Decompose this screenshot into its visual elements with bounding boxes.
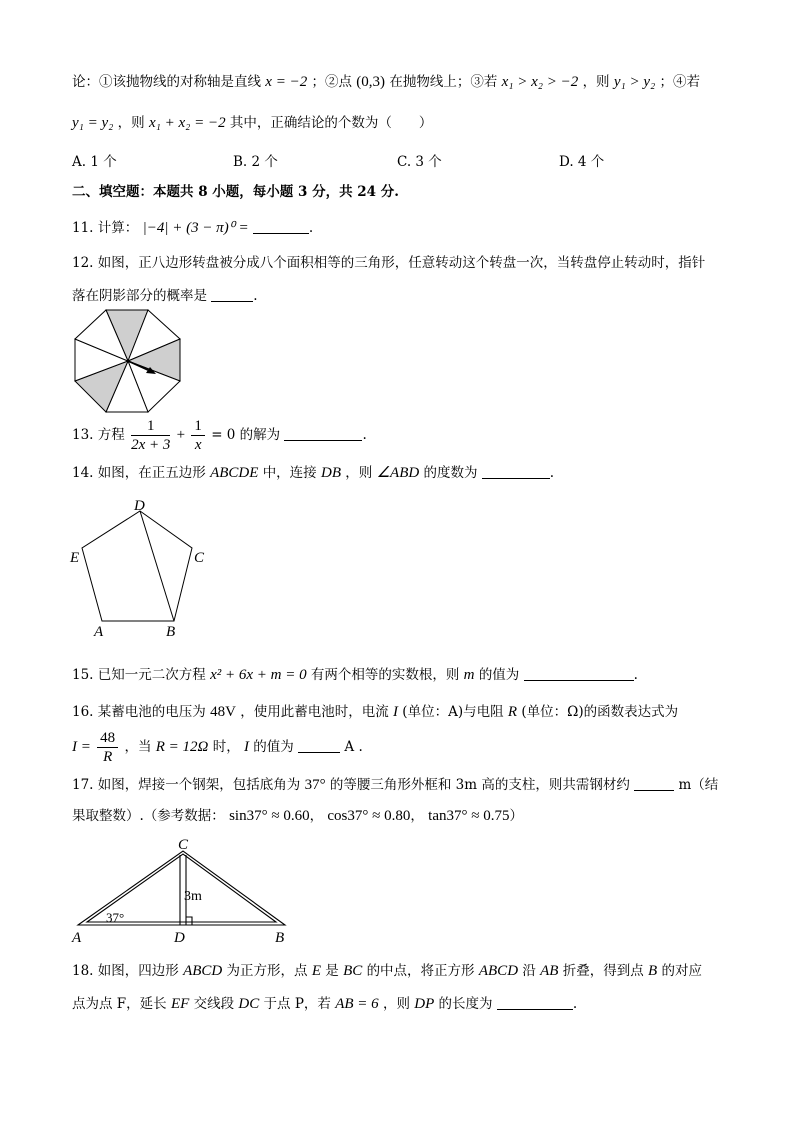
q18-text: 为正方形，点 <box>226 963 308 979</box>
q17-text: 17. 如图，焊接一个钢架，包括底角为 <box>72 777 301 793</box>
q10-ineq2: y₁ > y₂ <box>613 74 656 90</box>
q13-denominator-2: x <box>194 437 202 453</box>
q18-line1 <box>72 961 702 981</box>
q13-period: . <box>362 427 367 443</box>
q18-seg-ef: EF <box>170 996 190 1012</box>
q11-answer-blank[interactable] <box>253 219 309 234</box>
q14-text: ，则 <box>345 465 373 481</box>
q14-text: 14. 如图，在正五边形 <box>72 465 206 481</box>
q15-period: . <box>633 667 638 683</box>
q10-ineq: x₁ > x₂ > −2 <box>501 74 579 90</box>
q17-line2 <box>72 806 523 826</box>
q13-text-2: = 0 的解为 <box>211 427 281 443</box>
q14-text: 的度数为 <box>423 465 478 481</box>
q16-fraction <box>97 729 118 766</box>
q18-seg-ab: AB <box>540 963 559 979</box>
label-b: B <box>166 624 176 640</box>
q18-square: ABCD <box>478 963 519 979</box>
q16-condition: R = 12Ω <box>155 739 209 755</box>
q16-var-i: I <box>393 704 398 720</box>
q18-answer-blank[interactable] <box>497 995 573 1010</box>
q10-text: 论：①该抛物线的对称轴是直线 <box>72 74 261 90</box>
q10-option-a: A. 1 个 <box>72 154 117 170</box>
q13 <box>72 415 367 455</box>
q12-line1: 12. 如图，正八边形转盘被分成八个面积相等的三角形，任意转动这个转盘一次，当转盘停止转动时，指针 <box>72 255 706 271</box>
q10-eq: y₁ = y₂ <box>72 115 114 131</box>
q10-option-c: C. 3 个 <box>397 154 442 170</box>
q16-period: . <box>358 739 363 755</box>
q11-number: 11. <box>72 220 94 236</box>
pentagon-outline <box>82 511 192 621</box>
q10-text: ；④若 <box>659 74 701 90</box>
q15-var-m: m <box>463 667 475 683</box>
q16-line2 <box>72 727 363 767</box>
q18-text: 的长度为 <box>438 996 493 1012</box>
label-a: A <box>72 930 82 946</box>
q13-numerator-1: 1 <box>131 417 170 436</box>
q16-unit: A <box>344 739 355 755</box>
q17-text: 的等腰三角形外框和 3m 高的支柱，则共需钢材约 <box>329 777 630 793</box>
q13-fraction-2 <box>191 417 205 454</box>
q10-option-d: D. 4 个 <box>559 154 605 170</box>
q10-text: 在抛物线上；③若 <box>389 74 498 90</box>
q18-line2 <box>72 994 577 1014</box>
q12-text: 落在阴影部分的概率是 <box>72 288 207 304</box>
q14-text: 中，连接 <box>262 465 317 481</box>
q18-text: 折叠，得到点 <box>562 963 644 979</box>
q13-denominator-1: 2x + 3 <box>131 437 171 453</box>
q11-period: . <box>308 220 314 236</box>
q16-var-r: R <box>507 704 518 720</box>
q15-equation: x² + 6x + m = 0 <box>210 667 307 683</box>
q14-period: . <box>549 465 555 481</box>
q17-close: ） <box>509 808 523 824</box>
label-a: A <box>94 624 104 640</box>
q15-text: 有两个相等的实数根，则 <box>310 667 460 683</box>
q17-line1 <box>72 775 718 795</box>
q10-text: ；②点 <box>311 74 352 90</box>
q17-text: 果取整数）.（参考数据： <box>72 808 225 824</box>
q13-plus: + <box>176 427 186 443</box>
q18-point-b: B <box>648 963 658 979</box>
q16-numerator: 48 <box>97 729 118 748</box>
label-d: D <box>174 930 185 946</box>
q16-text: 的值为 <box>253 739 294 755</box>
q10-eq2: x₁ + x₂ = −2 <box>148 115 226 131</box>
q11-expression: |−4| + (3 − π)⁰ = <box>142 220 249 236</box>
q13-fraction-1 <box>131 417 170 454</box>
q16-text: ，使用此蓄电池时，电流 <box>240 704 389 720</box>
q10-text: 其中，正确结论的个数为（ ） <box>229 115 433 131</box>
q10-line2 <box>72 113 432 133</box>
q18-text: 18. 如图，四边形 <box>72 963 179 979</box>
q17-text: m（结 <box>678 777 719 793</box>
pentagon-figure <box>66 495 216 645</box>
q15-answer-blank[interactable] <box>524 666 634 681</box>
q18-square: ABCD <box>183 963 223 979</box>
q17-degree: 37° <box>304 777 326 793</box>
q13-numerator-2: 1 <box>191 417 205 436</box>
q17-sep: ， <box>410 808 424 824</box>
label-angle: 37° <box>106 910 125 925</box>
label-height: 3m <box>184 889 202 904</box>
q18-text: 交线段 <box>193 996 235 1012</box>
q15-text: 的值为 <box>478 667 520 683</box>
q10-text: ，则 <box>117 115 145 131</box>
right-angle-mark <box>186 917 192 925</box>
q16-var-i: I <box>244 739 249 755</box>
q18-text: 的对应 <box>661 963 703 979</box>
q13-text: 13. 方程 <box>72 427 125 443</box>
q16-voltage: 48V <box>210 704 236 720</box>
q14-answer-blank[interactable] <box>482 464 550 479</box>
q18-text: 是 <box>325 963 339 979</box>
q12-answer-blank[interactable] <box>211 287 253 302</box>
q15 <box>72 665 638 685</box>
q18-text: 沿 <box>522 963 536 979</box>
q10-text: ，则 <box>582 74 610 90</box>
q12-period: . <box>253 288 258 304</box>
q17-answer-blank[interactable] <box>634 776 674 791</box>
q14-pentagon-name: ABCDE <box>210 465 259 481</box>
q18-point-e: E <box>311 963 321 979</box>
q18-text: 点为点 F，延长 <box>72 996 167 1012</box>
q16-text: 时， <box>212 739 240 755</box>
label-b: B <box>275 930 285 946</box>
q11 <box>72 218 313 238</box>
steel-frame-figure <box>66 836 296 948</box>
label-d: D <box>134 498 145 514</box>
q17-sep: ， <box>309 808 324 824</box>
q18-condition: AB = 6 <box>335 996 379 1012</box>
q15-text: 15. 已知一元二次方程 <box>72 667 206 683</box>
q17-ref-sin: sin37° ≈ 0.60 <box>229 808 310 824</box>
q16-text: 16. 某蓄电池的电压为 <box>72 704 206 720</box>
octagon-spinner-figure <box>70 309 186 415</box>
label-e: E <box>70 550 80 566</box>
section-heading: 二、填空题：本题共 8 小题，每小题 3 分，共 24 分. <box>72 184 399 200</box>
q16-denominator: R <box>103 749 113 765</box>
q14-angle: ∠ABD <box>376 465 420 481</box>
q10-point: (0,3) <box>356 74 386 90</box>
q16-text: (单位：Ω)的函数表达式为 <box>521 704 679 720</box>
q10-option-b: B. 2 个 <box>233 154 278 170</box>
q14 <box>72 463 554 483</box>
q16-answer-blank[interactable] <box>298 738 340 753</box>
q18-text: 的中点，将正方形 <box>366 963 475 979</box>
q16-line1 <box>72 702 678 722</box>
q12-line2 <box>72 286 258 306</box>
q18-text: 于点 P，若 <box>263 996 331 1012</box>
diagonal-db <box>140 511 174 621</box>
q17-ref-tan: tan37° ≈ 0.75 <box>428 808 510 824</box>
q18-period: . <box>572 996 578 1012</box>
q18-seg-dc: DC <box>238 996 260 1012</box>
q16-formula-lhs: I = <box>72 739 91 755</box>
q17-ref-cos: cos37° ≈ 0.80 <box>327 808 411 824</box>
label-c: C <box>178 837 189 853</box>
q18-text: ，则 <box>382 996 410 1012</box>
q14-segment: DB <box>320 465 341 481</box>
q16-text: ，当 <box>124 739 152 755</box>
q11-text: 计算： <box>97 220 139 236</box>
q18-seg-dp: DP <box>414 996 435 1012</box>
q10-axis-eq: x = −2 <box>265 74 308 90</box>
q13-answer-blank[interactable] <box>284 426 362 441</box>
q18-seg-bc: BC <box>343 963 363 979</box>
q16-text: (单位：A)与电阻 <box>402 704 504 720</box>
q10-line1 <box>72 72 700 92</box>
label-c: C <box>194 550 205 566</box>
